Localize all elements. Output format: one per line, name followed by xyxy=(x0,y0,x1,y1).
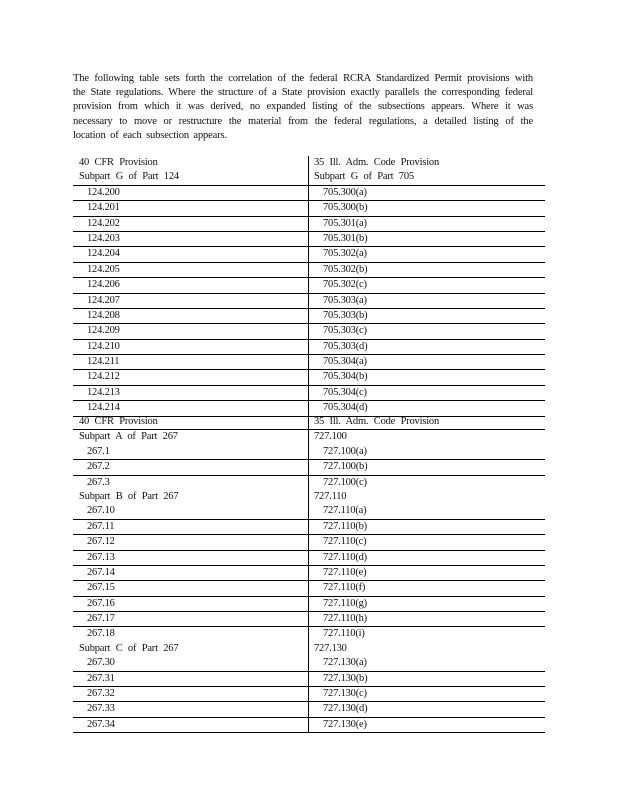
table-row xyxy=(73,597,545,612)
federal-provision-cell: 267.15 xyxy=(87,582,115,594)
federal-provision-cell: 124.205 xyxy=(87,263,120,275)
federal-provision-cell: 124.206 xyxy=(87,279,120,291)
state-provision-cell: 727.110(c) xyxy=(323,536,367,548)
state-provision-cell: 705.300(a) xyxy=(323,186,367,198)
state-provision-cell: 705.304(c) xyxy=(323,386,367,398)
table-row xyxy=(73,445,545,460)
table-header xyxy=(73,415,545,430)
state-provision-cell: 727.100 xyxy=(314,431,347,443)
table-row xyxy=(73,355,545,370)
federal-provision-cell: 124.213 xyxy=(87,386,120,398)
federal-provision-cell: 267.12 xyxy=(87,536,115,548)
state-provision-cell: 705.301(a) xyxy=(323,217,367,229)
table-row xyxy=(73,627,545,641)
federal-provision-cell: 267.3 xyxy=(87,476,110,488)
federal-provision-cell: 267.2 xyxy=(87,461,110,473)
state-provision-cell: 727.130(d) xyxy=(323,703,368,715)
state-provision-cell: 705.302(b) xyxy=(323,263,368,275)
state-provision-cell: 727.110(b) xyxy=(323,520,367,532)
table-row xyxy=(73,217,545,232)
federal-provision-cell: 124.202 xyxy=(87,217,120,229)
table-row xyxy=(73,460,545,475)
state-provision-cell: 727.110(d) xyxy=(323,551,367,563)
state-provision-cell: 705.301(b) xyxy=(323,232,368,244)
federal-provision-cell: Subpart B of Part 267 xyxy=(79,490,179,502)
state-provision-cell: 727.110 xyxy=(314,490,347,502)
table-row xyxy=(73,294,545,309)
table-header xyxy=(73,156,545,186)
correlation-table-part-267 xyxy=(73,415,545,733)
table-row xyxy=(73,340,545,355)
state-provision-cell: 727.110(i) xyxy=(323,628,365,640)
state-provision-cell: 705.300(b) xyxy=(323,202,368,214)
state-provision-cell: 727.130(e) xyxy=(323,718,367,730)
federal-provision-cell: Subpart C of Part 267 xyxy=(79,642,179,654)
federal-provision-cell: 124.208 xyxy=(87,309,120,321)
federal-provision-cell: 267.17 xyxy=(87,613,115,625)
state-provision-cell: 35 Ill. Adm. Code Provision xyxy=(314,416,440,427)
header-row xyxy=(73,170,545,185)
table-row xyxy=(73,656,545,671)
federal-provision-cell: 267.31 xyxy=(87,672,115,684)
table-row xyxy=(73,672,545,687)
federal-provision-cell: 124.204 xyxy=(87,248,120,260)
state-provision-cell: 727.110(h) xyxy=(323,613,367,625)
state-provision-cell: 727.130(a) xyxy=(323,657,367,669)
table-row xyxy=(73,186,545,201)
state-provision-cell: Subpart G of Part 705 xyxy=(314,171,414,183)
federal-provision-cell: 124.211 xyxy=(87,356,120,368)
table-body xyxy=(73,186,545,417)
table-row xyxy=(73,201,545,216)
state-provision-cell: 705.303(b) xyxy=(323,309,368,321)
state-provision-cell: 727.130(c) xyxy=(323,688,367,700)
state-provision-cell: 727.110(f) xyxy=(323,582,366,594)
table-row xyxy=(73,324,545,339)
table-row xyxy=(73,718,545,733)
federal-provision-cell: 267.30 xyxy=(87,657,115,669)
state-provision-cell: 705.304(b) xyxy=(323,371,368,383)
state-provision-cell: 705.304(a) xyxy=(323,356,367,368)
federal-provision-cell: 40 CFR Provision xyxy=(79,157,158,168)
state-provision-cell: 727.100(a) xyxy=(323,445,367,457)
federal-provision-cell: 124.200 xyxy=(87,186,120,198)
table-row xyxy=(73,702,545,717)
state-provision-cell: 727.130 xyxy=(314,642,347,654)
federal-provision-cell: 124.214 xyxy=(87,402,120,414)
table-row xyxy=(73,263,545,278)
state-provision-cell: 727.110(e) xyxy=(323,566,367,578)
state-provision-cell: 35 Ill. Adm. Code Provision xyxy=(314,157,440,168)
table-row xyxy=(73,278,545,293)
table-row xyxy=(73,551,545,566)
group-row xyxy=(73,490,545,504)
table-row xyxy=(73,612,545,627)
state-provision-cell: 705.302(a) xyxy=(323,248,367,260)
federal-provision-cell: 267.34 xyxy=(87,718,115,730)
header-row xyxy=(73,415,545,430)
federal-provision-cell: 267.10 xyxy=(87,505,115,517)
federal-provision-cell: 267.33 xyxy=(87,703,115,715)
table-body xyxy=(73,430,545,733)
federal-provision-cell: 267.32 xyxy=(87,688,115,700)
state-provision-cell: 705.303(c) xyxy=(323,325,367,337)
correlation-table-part-124 xyxy=(73,156,545,417)
table-row xyxy=(73,232,545,247)
federal-provision-cell: 124.201 xyxy=(87,202,120,214)
table-row xyxy=(73,386,545,401)
table-row xyxy=(73,476,545,490)
table-row xyxy=(73,581,545,596)
table-row xyxy=(73,309,545,324)
federal-provision-cell: Subpart G of Part 124 xyxy=(79,171,179,183)
state-provision-cell: 705.304(d) xyxy=(323,402,368,414)
table-row xyxy=(73,370,545,385)
federal-provision-cell: 267.14 xyxy=(87,566,115,578)
table-row xyxy=(73,687,545,702)
federal-provision-cell: 267.13 xyxy=(87,551,115,563)
state-provision-cell: 727.130(b) xyxy=(323,672,368,684)
federal-provision-cell: 267.11 xyxy=(87,520,115,532)
state-provision-cell: 705.303(a) xyxy=(323,294,367,306)
federal-provision-cell: 124.210 xyxy=(87,340,120,352)
federal-provision-cell: 40 CFR Provision xyxy=(79,416,158,427)
header-row xyxy=(73,156,545,170)
federal-provision-cell: 124.209 xyxy=(87,325,120,337)
federal-provision-cell: 124.203 xyxy=(87,232,120,244)
state-provision-cell: 727.100(b) xyxy=(323,461,368,473)
table-row xyxy=(73,566,545,581)
federal-provision-cell: 124.207 xyxy=(87,294,120,306)
federal-provision-cell: Subpart A of Part 267 xyxy=(79,431,178,443)
state-provision-cell: 727.110(g) xyxy=(323,597,367,609)
table-row xyxy=(73,535,545,550)
federal-provision-cell: 267.16 xyxy=(87,597,115,609)
intro-paragraph: The following table sets forth the correlation of the federal RCRA Standardized Permit provisions with the State regulations. Where the structure of a State provision exactly parallels the corresponding federal provision from which it was derived, no expanded listing of the subsections appears. Where it was necessary to move or restructure the material from the federal regulations, a detailed listing of the location of each subsection appears. xyxy=(73,73,533,141)
state-provision-cell: 705.302(c) xyxy=(323,279,367,291)
state-provision-cell: 705.303(d) xyxy=(323,340,368,352)
federal-provision-cell: 124.212 xyxy=(87,371,120,383)
table-row xyxy=(73,504,545,519)
group-row xyxy=(73,430,545,444)
state-provision-cell: 727.110(a) xyxy=(323,505,367,517)
state-provision-cell: 727.100(c) xyxy=(323,476,367,488)
table-row xyxy=(73,520,545,535)
group-row xyxy=(73,642,545,656)
federal-provision-cell: 267.18 xyxy=(87,628,115,640)
table-row xyxy=(73,247,545,262)
federal-provision-cell: 267.1 xyxy=(87,445,110,457)
